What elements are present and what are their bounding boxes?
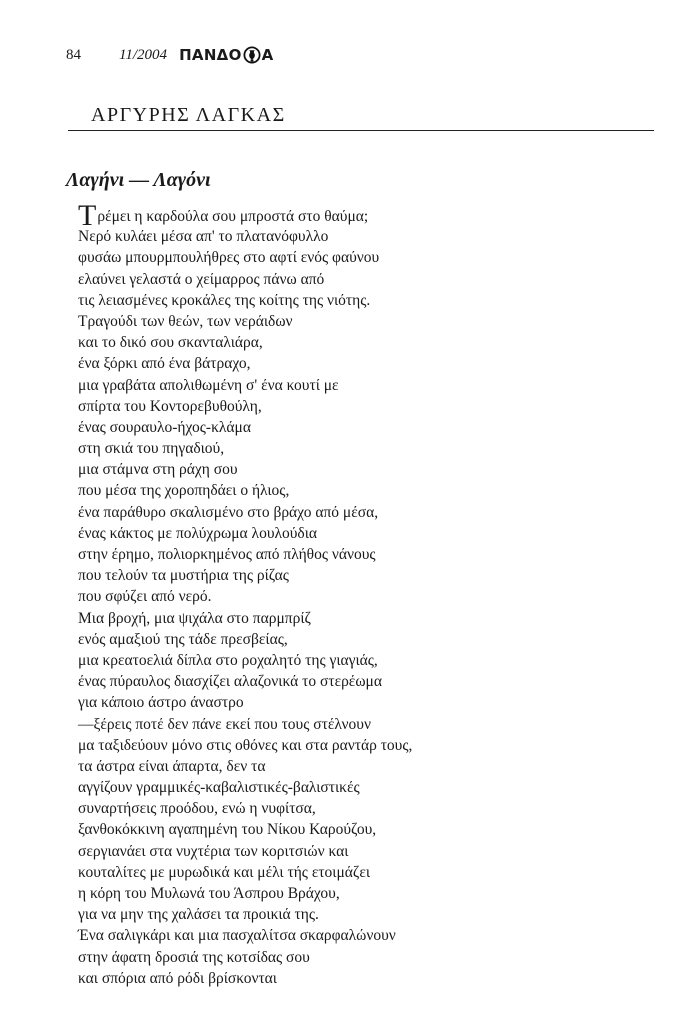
poem-line: στην έρημο, πολιορκημένος από πλήθος νάνους	[78, 546, 376, 563]
poem-line: —ξέρεις ποτέ δεν πάνε εκεί που τους στέλνουν	[78, 715, 371, 733]
magazine-logo	[179, 46, 274, 64]
poem-line: στην άφατη δροσιά της κοτσίδας σου	[78, 948, 310, 966]
poem-line: που τελούν τα μυστήρια της ρίζας	[78, 567, 289, 585]
poem-line: Νερό κυλάει μέσα απ' το πλατανόφυλλο	[78, 228, 329, 246]
issue-date: 11/2004	[119, 46, 168, 63]
poem-line: και το δικό σου σκανταλιάρα,	[78, 334, 263, 352]
poem-line: για κάποιο άστρο άναστρο	[78, 694, 244, 712]
poem-first-line	[78, 199, 598, 232]
page-number: 84	[66, 46, 81, 63]
poem-line: στη σκιά του πηγαδιού,	[78, 440, 225, 458]
running-header	[66, 44, 274, 66]
poem-line: Ένα σαλιγκάρι και μια πασχαλίτσα σκαρφαλώνουν	[78, 927, 396, 945]
poem-line: που μέσα της χοροπηδάει ο ήλιος,	[78, 482, 290, 500]
poem-line: ξανθοκόκκινη αγαπημένη του Νίκου Καρούζου,	[78, 821, 377, 839]
poem-line: ελαύνει γελαστά ο χείμαρρος πάνω από	[78, 270, 325, 288]
poem-line: σεργιανάει στα νυχτέρια των κοριτσιών και	[78, 842, 349, 860]
poem-line: Τραγούδι των θεών, των νεράιδων	[78, 312, 293, 330]
poem-line: ένας κάκτος με πολύχρωμα λουλούδια	[78, 524, 318, 542]
amphora-logo-icon	[243, 46, 261, 64]
magazine-logo-right: Α	[261, 46, 274, 64]
poem-line: τις λειασμένες κροκάλες της κοίτης της νιότης.	[78, 291, 371, 309]
poem-line: για να μην της χαλάσει τα προικιά της.	[78, 906, 319, 924]
poem-line: ενός αμαξιού της τάδε πρεσβείας,	[78, 630, 288, 648]
poem-line: ένας σουραυλο-ήχος-κλάμα	[78, 418, 251, 436]
poem-line: ένας πύραυλος διασχίζει αλαζονικά το στερέωμα	[78, 673, 382, 691]
poem-line: και σπόρια από ρόδι βρίσκονται	[78, 969, 277, 987]
poem-line: ένα ξόρκι από ένα βάτραχο,	[78, 355, 251, 373]
poem-line: ένα παράθυρο σκαλισμένο στο βράχο από μέσα,	[78, 503, 379, 521]
poem-line: αγγίζουν γραμμικές-καβαλιστικές-βαλιστικές	[78, 779, 360, 797]
magazine-logo-left: ΠΑΝΔΟ	[179, 46, 242, 64]
poem-line: Μια βροχή, μια ψιχάλα στο παρμπρίζ	[78, 609, 311, 627]
poem-line: η κόρη του Μυλωνά του Άσπρου Βράχου,	[78, 885, 340, 902]
poem-line: σπίρτα του Κοντορεβυθούλη,	[78, 397, 262, 415]
poem-title: Λαγήνι — Λαγόνι	[66, 169, 211, 191]
poem-line: μια κρεατοελιά δίπλα στο ροχαλητό της γιαγιάς,	[78, 651, 378, 669]
poem-line: μια στάμνα στη ράχη σου	[78, 461, 238, 479]
poem-line: συναρτήσεις προόδου, ενώ η νυφίτσα,	[78, 800, 316, 818]
author-divider	[68, 130, 654, 131]
poem-first-line-text: ρέμει η καρδούλα σου μπροστά στο θαύμα;	[97, 208, 369, 225]
poem-line: μα ταξιδεύουν μόνο στις οθόνες και στα ραντάρ τους,	[78, 736, 413, 754]
poem-line: που σφύζει από νερό.	[78, 588, 212, 606]
poem-line: τα άστρα είναι άπαρτα, δεν τα	[78, 757, 266, 775]
drop-cap: Τ	[78, 199, 97, 232]
poem-line: φυσάω μπουρμπουλήθρες στο αφτί ενός φαύνου	[78, 249, 380, 267]
poem-body	[78, 199, 598, 989]
author-name: ΑΡΓΥΡΗΣ ΛΑΓΚΑΣ	[91, 104, 286, 126]
poem-line: μια γραβάτα απολιθωμένη σ' ένα κουτί με	[78, 376, 339, 394]
poem-line: κουταλίτες με μυρωδικά και μέλι τής ετοιμάζει	[78, 863, 371, 881]
